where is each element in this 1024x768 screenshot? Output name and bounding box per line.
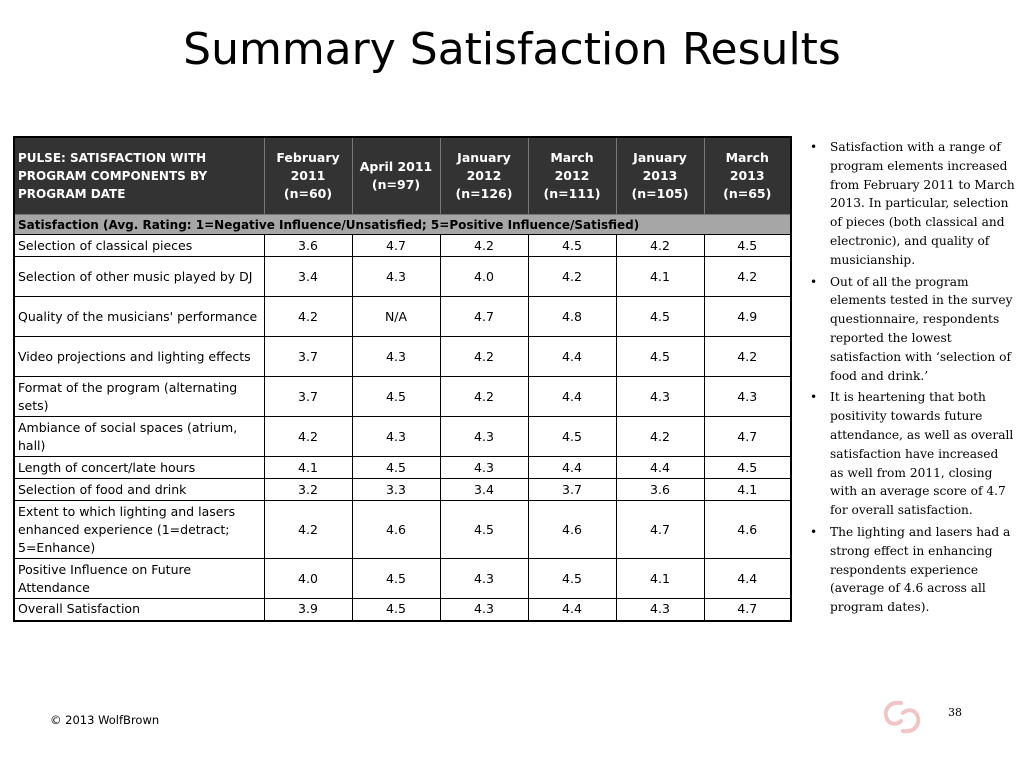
rating-cell: 3.7 xyxy=(264,377,352,417)
row-label: Ambiance of social spaces (atrium, hall) xyxy=(14,417,264,457)
rating-cell: 4.5 xyxy=(440,501,528,559)
column-header-line: January xyxy=(457,150,511,165)
row-label: Positive Influence on Future Attendance xyxy=(14,559,264,599)
wolfbrown-logo-icon xyxy=(879,697,925,737)
rating-cell: 4.4 xyxy=(528,599,616,621)
row-label: Length of concert/late hours xyxy=(14,457,264,479)
rating-cell: 4.3 xyxy=(440,417,528,457)
column-header xyxy=(616,137,704,215)
rating-cell: 4.7 xyxy=(704,599,791,621)
column-header-line: (n=126) xyxy=(455,186,513,201)
rating-cell: 4.4 xyxy=(616,457,704,479)
column-header-line: 2011 xyxy=(290,168,326,183)
summary-bullet xyxy=(810,523,1015,617)
rating-cell: 4.9 xyxy=(704,297,791,337)
bullet-text: Satisfaction with a range of program elements increased from February 2011 to March 2013. In particular, selection of pieces (both classical and electronic), and quality of musicianship. xyxy=(830,140,1015,267)
rating-cell: 4.2 xyxy=(264,297,352,337)
rating-cell: 3.6 xyxy=(264,235,352,257)
rating-cell: 4.2 xyxy=(264,417,352,457)
table-row xyxy=(14,479,791,501)
rating-cell: 4.3 xyxy=(440,599,528,621)
rating-cell: 4.4 xyxy=(528,337,616,377)
rating-cell: 4.6 xyxy=(352,501,440,559)
rating-cell: 3.2 xyxy=(264,479,352,501)
rating-cell: 4.2 xyxy=(616,417,704,457)
column-header xyxy=(352,137,440,215)
bullet-text: It is heartening that both positivity towards future attendance, as well as overall satisfaction have increased as well from 2011, closing with an average score of 4.7 for overall satisfaction. xyxy=(830,390,1014,518)
table-row xyxy=(14,337,791,377)
rating-cell: 4.5 xyxy=(528,417,616,457)
column-header-line: 2013 xyxy=(642,168,678,183)
rating-cell: 4.7 xyxy=(704,417,791,457)
rating-cell: 4.5 xyxy=(616,297,704,337)
row-label: Selection of food and drink xyxy=(14,479,264,501)
rating-cell: 4.4 xyxy=(528,457,616,479)
column-header xyxy=(264,137,352,215)
column-header-line: April 2011 xyxy=(359,159,433,174)
column-header-line: March 2012 xyxy=(550,150,594,183)
rating-cell: 3.4 xyxy=(264,257,352,297)
row-label: Selection of classical pieces xyxy=(14,235,264,257)
column-header-line: (n=111) xyxy=(543,186,601,201)
rating-cell: 4.4 xyxy=(528,377,616,417)
column-header-line: March 2013 xyxy=(725,150,769,183)
slide-title: Summary Satisfaction Results xyxy=(183,24,841,75)
rating-cell: 4.0 xyxy=(264,559,352,599)
rating-cell: 4.7 xyxy=(352,235,440,257)
section-label: Satisfaction (Avg. Rating: 1=Negative Influence/Unsatisfied; 5=Positive Influence/Satisfied) xyxy=(14,215,791,235)
rating-cell: 4.2 xyxy=(440,337,528,377)
rating-cell: 4.3 xyxy=(352,417,440,457)
table-row xyxy=(14,235,791,257)
rating-cell: 4.3 xyxy=(440,559,528,599)
rating-cell: 3.9 xyxy=(264,599,352,621)
bullet-dot-icon: • xyxy=(810,524,818,539)
column-header-line: January xyxy=(633,150,687,165)
rating-cell: 4.4 xyxy=(704,559,791,599)
column-header xyxy=(440,137,528,215)
bullet-dot-icon: • xyxy=(810,390,818,405)
rating-cell: 4.3 xyxy=(704,377,791,417)
table-row xyxy=(14,501,791,559)
bullet-text: The lighting and lasers had a strong effect in enhancing respondents experience (average of 4.6 across all program dates). xyxy=(830,524,1011,615)
rating-cell: 4.2 xyxy=(440,235,528,257)
rating-cell: 4.8 xyxy=(528,297,616,337)
rating-cell: 4.6 xyxy=(704,501,791,559)
rating-cell: 4.7 xyxy=(440,297,528,337)
rating-cell: 4.2 xyxy=(264,501,352,559)
table-row xyxy=(14,417,791,457)
row-label: Overall Satisfaction xyxy=(14,599,264,621)
table-header-label: PULSE: SATISFACTION WITH PROGRAM COMPONENTS BY PROGRAM DATE xyxy=(14,137,264,215)
bullet-dot-icon: • xyxy=(810,140,818,154)
table-row xyxy=(14,257,791,297)
rating-cell: N/A xyxy=(352,297,440,337)
table-header-row xyxy=(14,137,791,215)
rating-cell: 4.3 xyxy=(440,457,528,479)
column-header-line: February xyxy=(276,150,340,165)
column-header-line: (n=60) xyxy=(283,186,333,201)
bullet-text: Out of all the program elements tested in the survey questionnaire, respondents reported the lowest satisfaction with ‘selection of food and drink.’ xyxy=(830,274,1013,383)
row-label: Quality of the musicians' performance xyxy=(14,297,264,337)
rating-cell: 4.5 xyxy=(352,559,440,599)
column-header xyxy=(528,137,616,215)
row-label: Format of the program (alternating sets) xyxy=(14,377,264,417)
row-label: Video projections and lighting effects xyxy=(14,337,264,377)
page-number: 38 xyxy=(948,706,962,719)
rating-cell: 4.1 xyxy=(264,457,352,479)
rating-cell: 4.5 xyxy=(616,337,704,377)
rating-cell: 3.4 xyxy=(440,479,528,501)
rating-cell: 4.3 xyxy=(616,599,704,621)
column-header-line: (n=97) xyxy=(371,177,421,192)
rating-cell: 4.2 xyxy=(528,257,616,297)
table-row xyxy=(14,599,791,621)
satisfaction-table xyxy=(13,136,792,622)
rating-cell: 4.3 xyxy=(352,257,440,297)
rating-cell: 4.3 xyxy=(616,377,704,417)
rating-cell: 4.2 xyxy=(440,377,528,417)
column-header-line: (n=105) xyxy=(631,186,689,201)
column-header-line: 2012 xyxy=(466,168,502,183)
rating-cell: 3.7 xyxy=(264,337,352,377)
summary-bullet xyxy=(810,138,1015,270)
table-row xyxy=(14,457,791,479)
rating-cell: 4.5 xyxy=(352,377,440,417)
summary-bullets xyxy=(810,138,1015,620)
rating-cell: 4.1 xyxy=(616,257,704,297)
rating-cell: 4.6 xyxy=(528,501,616,559)
row-label: Extent to which lighting and lasers enhanced experience (1=detract; 5=Enhance) xyxy=(14,501,264,559)
rating-cell: 4.2 xyxy=(616,235,704,257)
rating-cell: 4.0 xyxy=(440,257,528,297)
rating-cell: 4.7 xyxy=(616,501,704,559)
section-row xyxy=(14,215,791,235)
rating-cell: 4.5 xyxy=(704,235,791,257)
rating-cell: 4.5 xyxy=(704,457,791,479)
rating-cell: 4.2 xyxy=(704,337,791,377)
table-row xyxy=(14,297,791,337)
rating-cell: 4.5 xyxy=(528,559,616,599)
rating-cell: 3.6 xyxy=(616,479,704,501)
rating-cell: 4.1 xyxy=(616,559,704,599)
rating-cell: 3.3 xyxy=(352,479,440,501)
rating-cell: 4.2 xyxy=(704,257,791,297)
summary-bullet xyxy=(810,273,1015,386)
rating-cell: 4.5 xyxy=(352,599,440,621)
rating-cell: 4.5 xyxy=(528,235,616,257)
copyright-footer: © 2013 WolfBrown xyxy=(50,713,160,727)
column-header xyxy=(704,137,791,215)
table-row xyxy=(14,559,791,599)
rating-cell: 4.3 xyxy=(352,337,440,377)
rating-cell: 4.1 xyxy=(704,479,791,501)
bullet-dot-icon: • xyxy=(810,274,818,289)
table-row xyxy=(14,377,791,417)
column-header-line: (n=65) xyxy=(723,186,772,201)
rating-cell: 4.5 xyxy=(352,457,440,479)
summary-bullet xyxy=(810,388,1015,520)
rating-cell: 3.7 xyxy=(528,479,616,501)
row-label: Selection of other music played by DJ xyxy=(14,257,264,297)
